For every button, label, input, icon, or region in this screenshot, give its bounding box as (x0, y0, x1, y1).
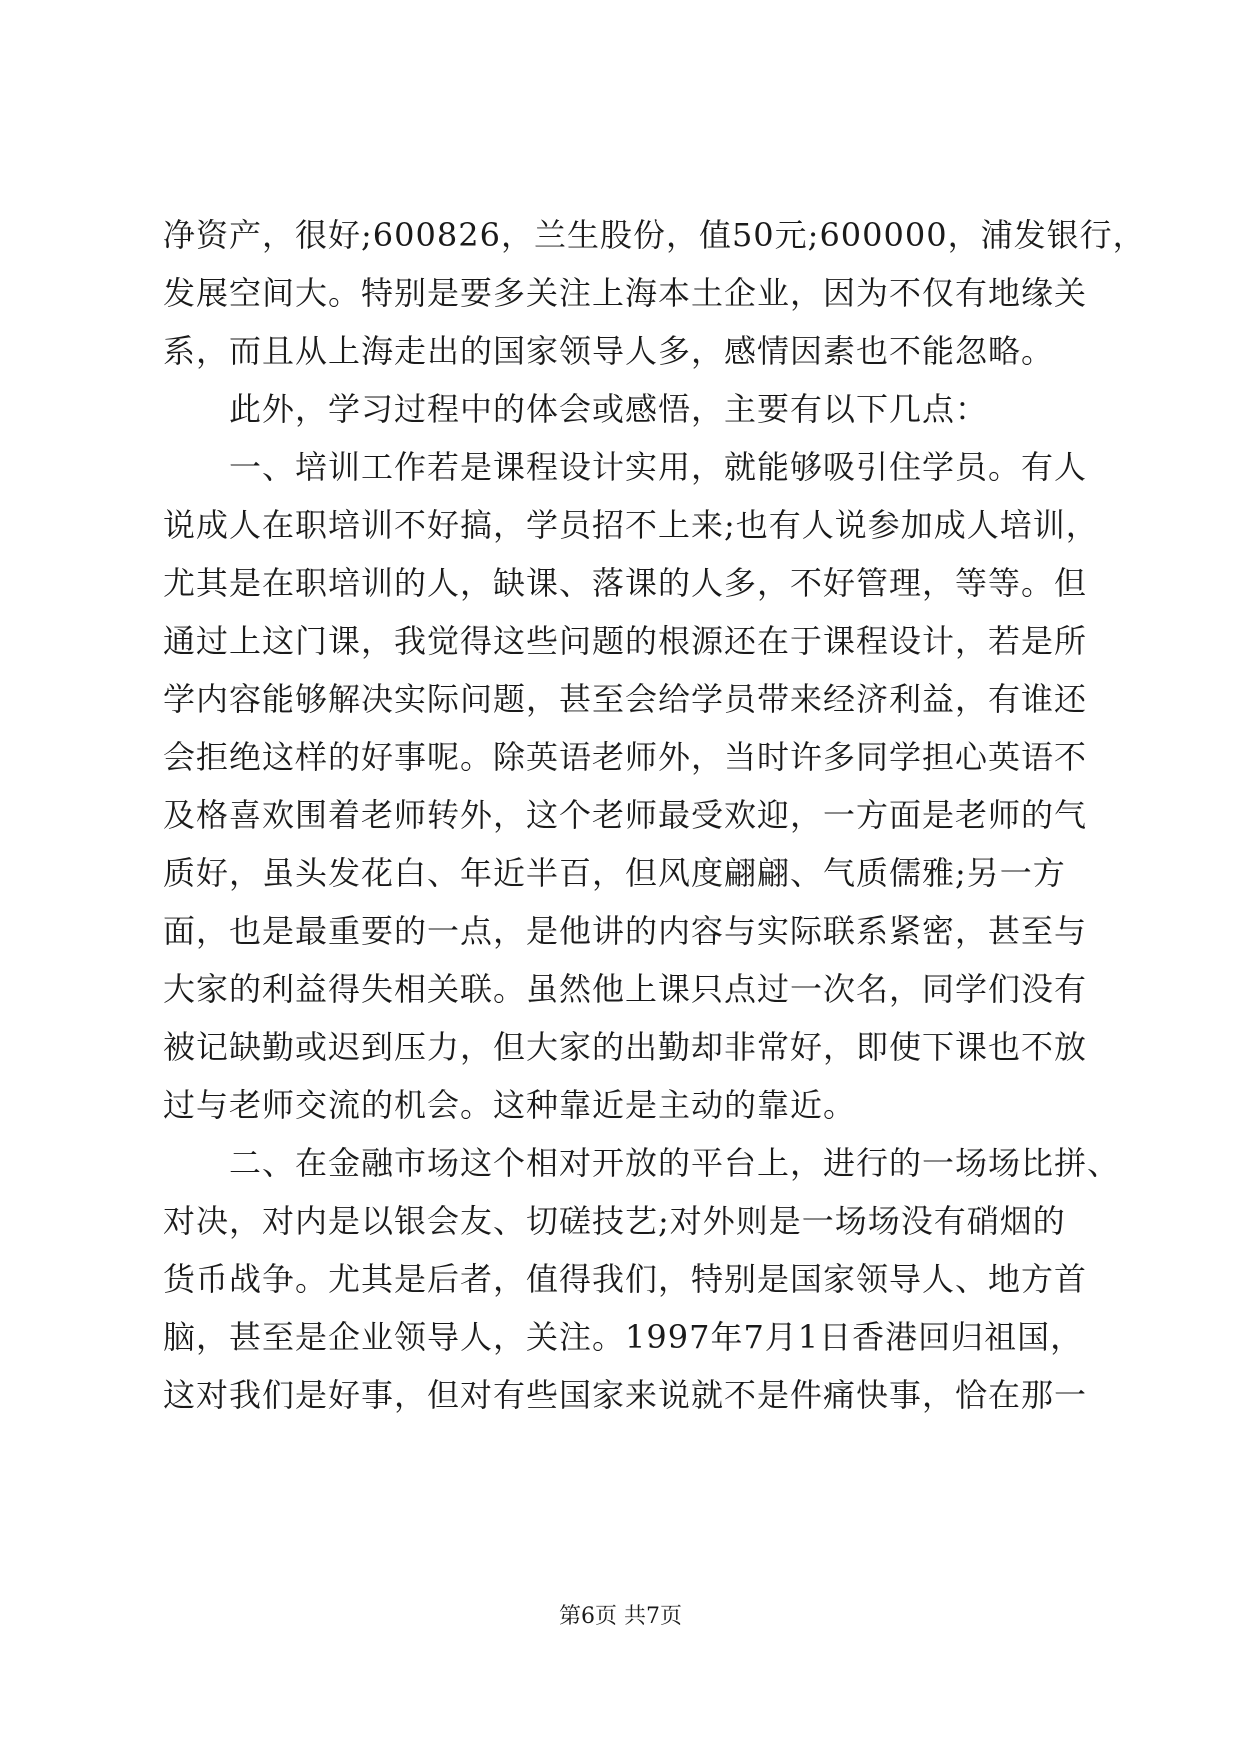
paragraph (163, 1134, 1121, 1424)
text-line: 净资产，很好;600826，兰生股份，值50元;600000，浦发银行， (163, 216, 1146, 254)
text-line: 会拒绝这样的好事呢。除英语老师外，当时许多同学担心英语不 (163, 738, 1088, 776)
paragraph (163, 206, 1146, 380)
text-line: 被记缺勤或迟到压力，但大家的出勤却非常好，即使下课也不放 (163, 1028, 1088, 1066)
text-line: 说成人在职培训不好搞，学员招不上来;也有人说参加成人培训， (163, 506, 1099, 544)
text-line: 及格喜欢围着老师转外，这个老师最受欢迎，一方面是老师的气 (163, 796, 1088, 834)
paragraph (163, 438, 1099, 1134)
document-body (163, 206, 1146, 1424)
text-line: 一、培训工作若是课程设计实用，就能够吸引住学员。有人 (229, 448, 1088, 486)
text-line: 二、在金融市场这个相对开放的平台上，进行的一场场比拼、 (229, 1144, 1121, 1182)
text-line: 大家的利益得失相关联。虽然他上课只点过一次名，同学们没有 (163, 970, 1088, 1008)
text-line: 货币战争。尤其是后者，值得我们，特别是国家领导人、地方首 (163, 1260, 1088, 1298)
text-line: 对决，对内是以银会友、切磋技艺;对外则是一场场没有硝烟的 (163, 1202, 1066, 1240)
text-line: 过与老师交流的机会。这种靠近是主动的靠近。 (163, 1086, 857, 1124)
text-line: 脑，甚至是企业领导人，关注。1997年7月1日香港回归祖国， (163, 1318, 1084, 1356)
paragraph (163, 380, 1083, 438)
text-line: 尤其是在职培训的人，缺课、落课的人多，不好管理，等等。但 (163, 564, 1088, 602)
page-footer: 第6页 共7页 (559, 1604, 682, 1629)
text-line: 系，而且从上海走出的国家领导人多，感情因素也不能忽略。 (163, 332, 1055, 370)
text-line: 这对我们是好事，但对有些国家来说就不是件痛快事，恰在那一 (163, 1376, 1088, 1414)
text-line: 通过上这门课，我觉得这些问题的根源还在于课程设计，若是所 (163, 622, 1088, 660)
text-line: 面，也是最重要的一点，是他讲的内容与实际联系紧密，甚至与 (163, 912, 1088, 950)
text-line: 学内容能够解决实际问题，甚至会给学员带来经济利益，有谁还 (163, 680, 1088, 718)
text-line: 质好，虽头发花白、年近半百，但风度翩翩、气质儒雅;另一方 (163, 854, 1066, 892)
text-line: 发展空间大。特别是要多关注上海本土企业，因为不仅有地缘关 (163, 274, 1088, 312)
text-line: 此外，学习过程中的体会或感悟，主要有以下几点： (229, 390, 989, 428)
